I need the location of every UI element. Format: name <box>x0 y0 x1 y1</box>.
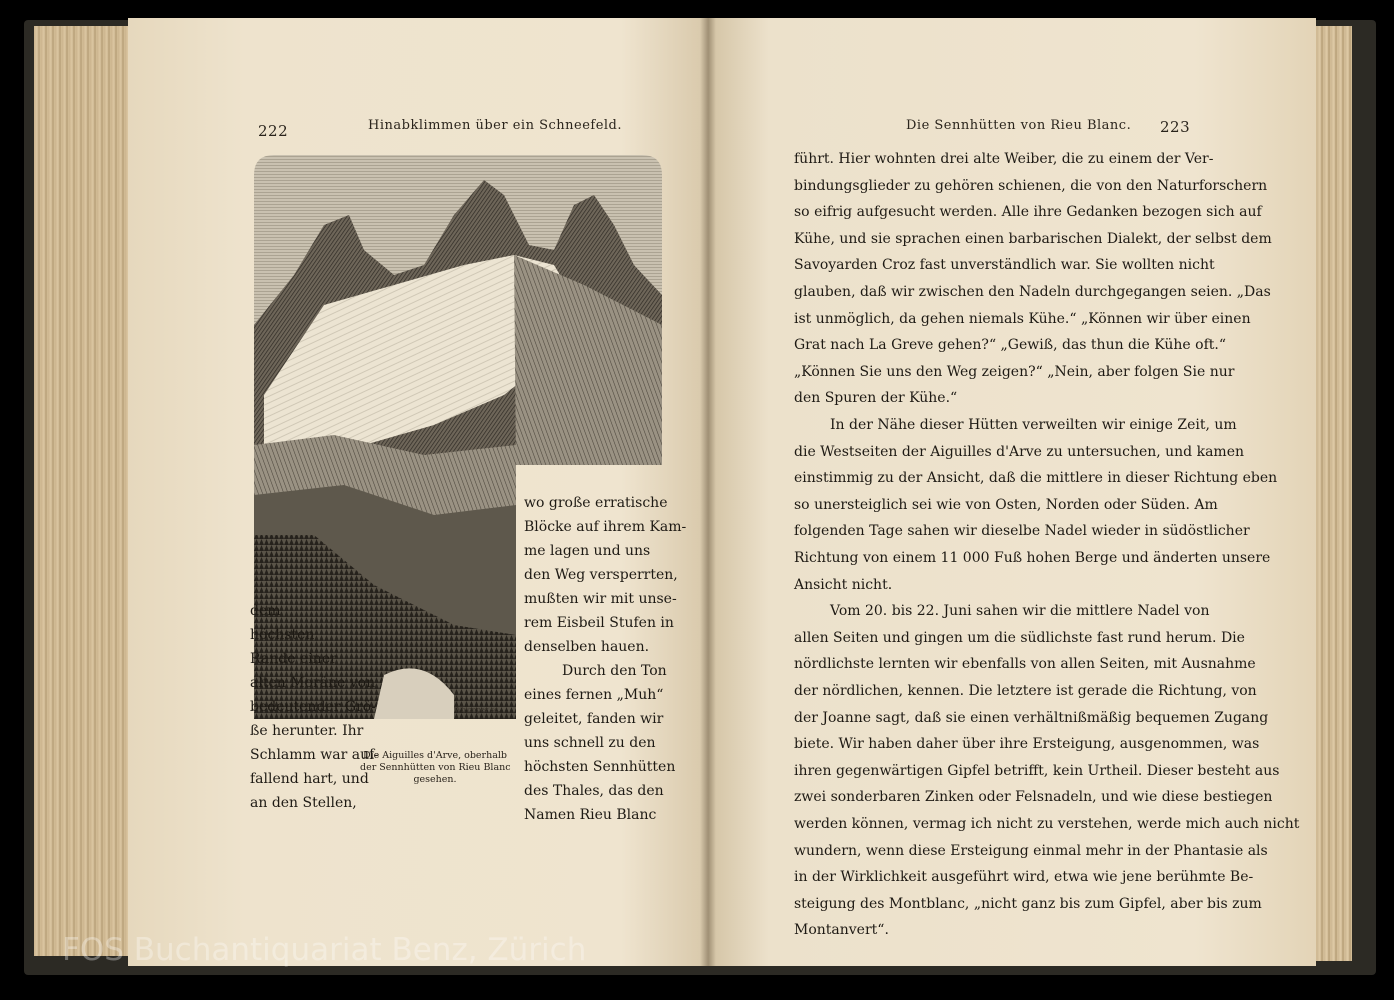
body-line: biete. Wir haben daher über ihre Ersteigung, ausgenommen, was <box>794 736 1260 753</box>
right-column-line: rem Eisbeil Stufen in <box>524 615 674 631</box>
right-column-line: me lagen und uns <box>524 543 651 559</box>
left-column-line: Rande einer <box>250 651 337 667</box>
body-line: einstimmig zu der Ansicht, daß die mittlere in dieser Richtung eben <box>794 470 1278 487</box>
right-column-line: Durch den Ton <box>562 663 667 679</box>
body-line: bindungsglieder zu gehören schienen, die von den Naturforschern <box>794 177 1268 194</box>
body-line: allen Seiten und gingen um die südlichste fast rund herum. Die <box>794 629 1245 646</box>
body-line: Grat nach La Greve gehen?“ „Gewiß, das thun die Kühe oft.“ <box>794 337 1226 354</box>
right-column-line: den Weg versperrten, <box>524 567 678 583</box>
right-column-line: höchsten Sennhütten <box>524 759 676 775</box>
book-gutter <box>700 18 716 966</box>
body-line: wundern, wenn diese Ersteigung einmal mehr in der Phantasie als <box>794 842 1268 859</box>
right-column-line: denselben hauen. <box>524 639 650 655</box>
left-column-line: Schlamm war auf- <box>250 747 379 763</box>
body-line: glauben, daß wir zwischen den Nadeln durchgegangen seien. „Das <box>794 284 1271 300</box>
body-line: in der Wirklichkeit ausgeführt wird, etwa wie jene berühmte Be- <box>794 869 1254 886</box>
left-column-line: ße herunter. Ihr <box>250 723 364 739</box>
body-line: Vom 20. bis 22. Juni sahen wir die mittlere Nadel von <box>830 603 1210 620</box>
body-line: Savoyarden Croz fast unverständlich war. Sie wollten nicht <box>794 257 1215 274</box>
body-line: ist unmöglich, da gehen niemals Kühe.“ „Können wir über einen <box>794 310 1251 327</box>
left-column-line: fallend hart, und <box>250 771 369 787</box>
left-column-line: an den Stellen, <box>250 795 357 811</box>
right-column-line: Namen Rieu Blanc <box>524 807 657 823</box>
body-line: In der Nähe dieser Hütten verweilten wir einige Zeit, um <box>830 417 1237 433</box>
figure-caption <box>360 750 510 786</box>
caption-line: Die Aiguilles d'Arve, oberhalb <box>362 750 508 761</box>
body-line: steigung des Montblanc, „nicht ganz bis zum Gipfel, aber bis zum <box>794 895 1262 912</box>
right-running-head: Die Sennhütten von Rieu Blanc. <box>906 118 1132 133</box>
body-line: der nördlichen, kennen. Die letztere ist gerade die Richtung, von <box>794 683 1257 699</box>
body-line: Richtung von einem 11 000 Fuß hohen Berge und änderten unsere <box>794 550 1271 566</box>
right-column-line: Blöcke auf ihrem Kam- <box>524 519 687 535</box>
body-line: die Westseiten der Aiguilles d'Arve zu untersuchen, und kamen <box>794 443 1245 460</box>
left-column-line: höchsten <box>250 627 315 643</box>
right-column-line: uns schnell zu den <box>524 735 656 751</box>
body-line: folgenden Tage sahen wir dieselbe Nadel wieder in südöstlicher <box>794 523 1250 540</box>
watermark: FOS Buchantiquariat Benz, Zürich <box>62 932 587 968</box>
body-line: Ansicht nicht. <box>794 576 893 593</box>
left-column-line: alten Moräne von <box>250 675 376 691</box>
left-column-line: dem <box>250 603 281 619</box>
body-line: führt. Hier wohnten drei alte Weiber, die zu einem der Ver- <box>794 151 1214 167</box>
right-column-line: des Thales, das den <box>524 783 664 799</box>
body-line: „Können Sie uns den Weg zeigen?“ „Nein, aber folgen Sie nur <box>794 363 1235 380</box>
caption-line: gesehen. <box>413 774 457 785</box>
right-column-line: wo große erratische <box>524 495 668 511</box>
left-column-line: bedeutender Grö- <box>250 699 376 715</box>
body-line: Montanvert“. <box>794 922 889 939</box>
right-column-line: eines fernen „Muh“ <box>524 687 664 703</box>
right-page-number: 223 <box>1160 118 1191 136</box>
left-page-number: 222 <box>258 122 289 140</box>
caption-line: der Sennhütten von Rieu Blanc <box>360 762 511 773</box>
left-running-head: Hinabklimmen über ein Schneefeld. <box>368 118 623 133</box>
right-column-line: geleitet, fanden wir <box>524 711 664 727</box>
body-line: der Joanne sagt, daß sie einen verhältnißmäßig bequemen Zugang <box>794 709 1269 726</box>
body-line: ihren gegenwärtigen Gipfel betrifft, kein Urtheil. Dieser besteht aus <box>794 762 1280 779</box>
body-line: so unersteiglich sei wie von Osten, Norden oder Süden. Am <box>794 496 1218 513</box>
engraver-signature: Whymper sc. <box>454 706 501 714</box>
body-line: den Spuren der Kühe.“ <box>794 390 958 407</box>
body-line: so eifrig aufgesucht werden. Alle ihre Gedanken bezogen sich auf <box>794 204 1262 221</box>
body-line: werden können, vermag ich nicht zu verstehen, werde mich auch nicht <box>794 816 1300 832</box>
body-line: nördlichste lernten wir ebenfalls von allen Seiten, mit Ausnahme <box>794 656 1256 673</box>
body-line: zwei sonderbaren Zinken oder Felsnadeln, und wie diese bestiegen <box>794 789 1273 806</box>
body-line: Kühe, und sie sprachen einen barbarischen Dialekt, der selbst dem <box>794 230 1272 247</box>
right-column-line: mußten wir mit unse- <box>524 591 677 607</box>
page-edges-left <box>34 26 138 956</box>
